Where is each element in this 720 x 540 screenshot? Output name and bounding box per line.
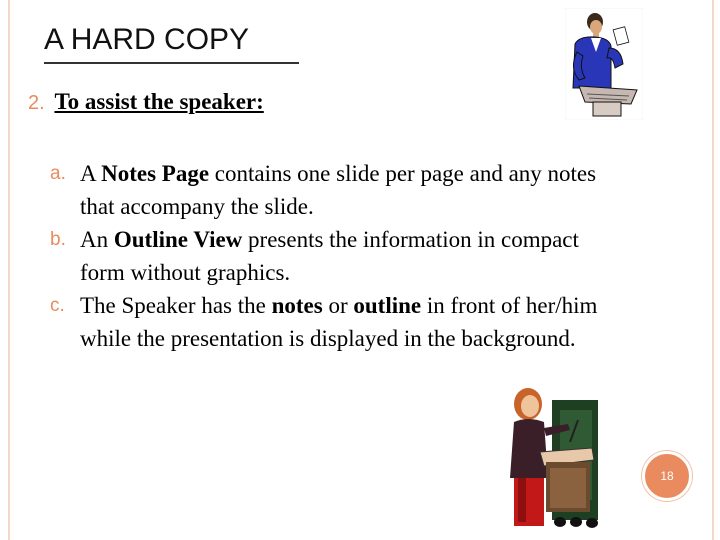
item-text: presents the information in compact form without graphics. [80, 227, 579, 285]
list-item [50, 289, 610, 355]
item-text: or [322, 293, 354, 318]
item-marker: c. [50, 295, 65, 316]
item-text: The Speaker has the [80, 293, 272, 318]
item-bold-text: notes [271, 293, 323, 318]
item-marker: b. [50, 229, 66, 250]
item-marker: a. [50, 163, 66, 184]
speaker-at-lectern-clipart-icon [500, 382, 610, 532]
slide-title: A HARD COPY [44, 23, 250, 56]
item-text: contains one slide per page and any notes that accompany the slide. [80, 161, 597, 219]
list-item [50, 157, 610, 223]
bullet-list [50, 157, 610, 355]
heading-number: 2. [28, 92, 45, 114]
item-bold-text: Notes Page [101, 161, 210, 186]
item-text: in front of her/him while the presentation is displayed in the background. [80, 293, 598, 351]
title-underline [44, 62, 299, 64]
item-text: An [80, 227, 114, 252]
presenter-at-podium-clipart-icon [565, 8, 643, 120]
list-item [50, 223, 610, 289]
item-bold-text: outline [353, 293, 422, 318]
item-bold-text: Outline View [113, 227, 243, 252]
heading-text: To assist the speaker: [54, 89, 264, 114]
section-heading [28, 88, 264, 117]
item-text: A [80, 161, 102, 186]
page-number-badge: 18 [642, 451, 692, 501]
